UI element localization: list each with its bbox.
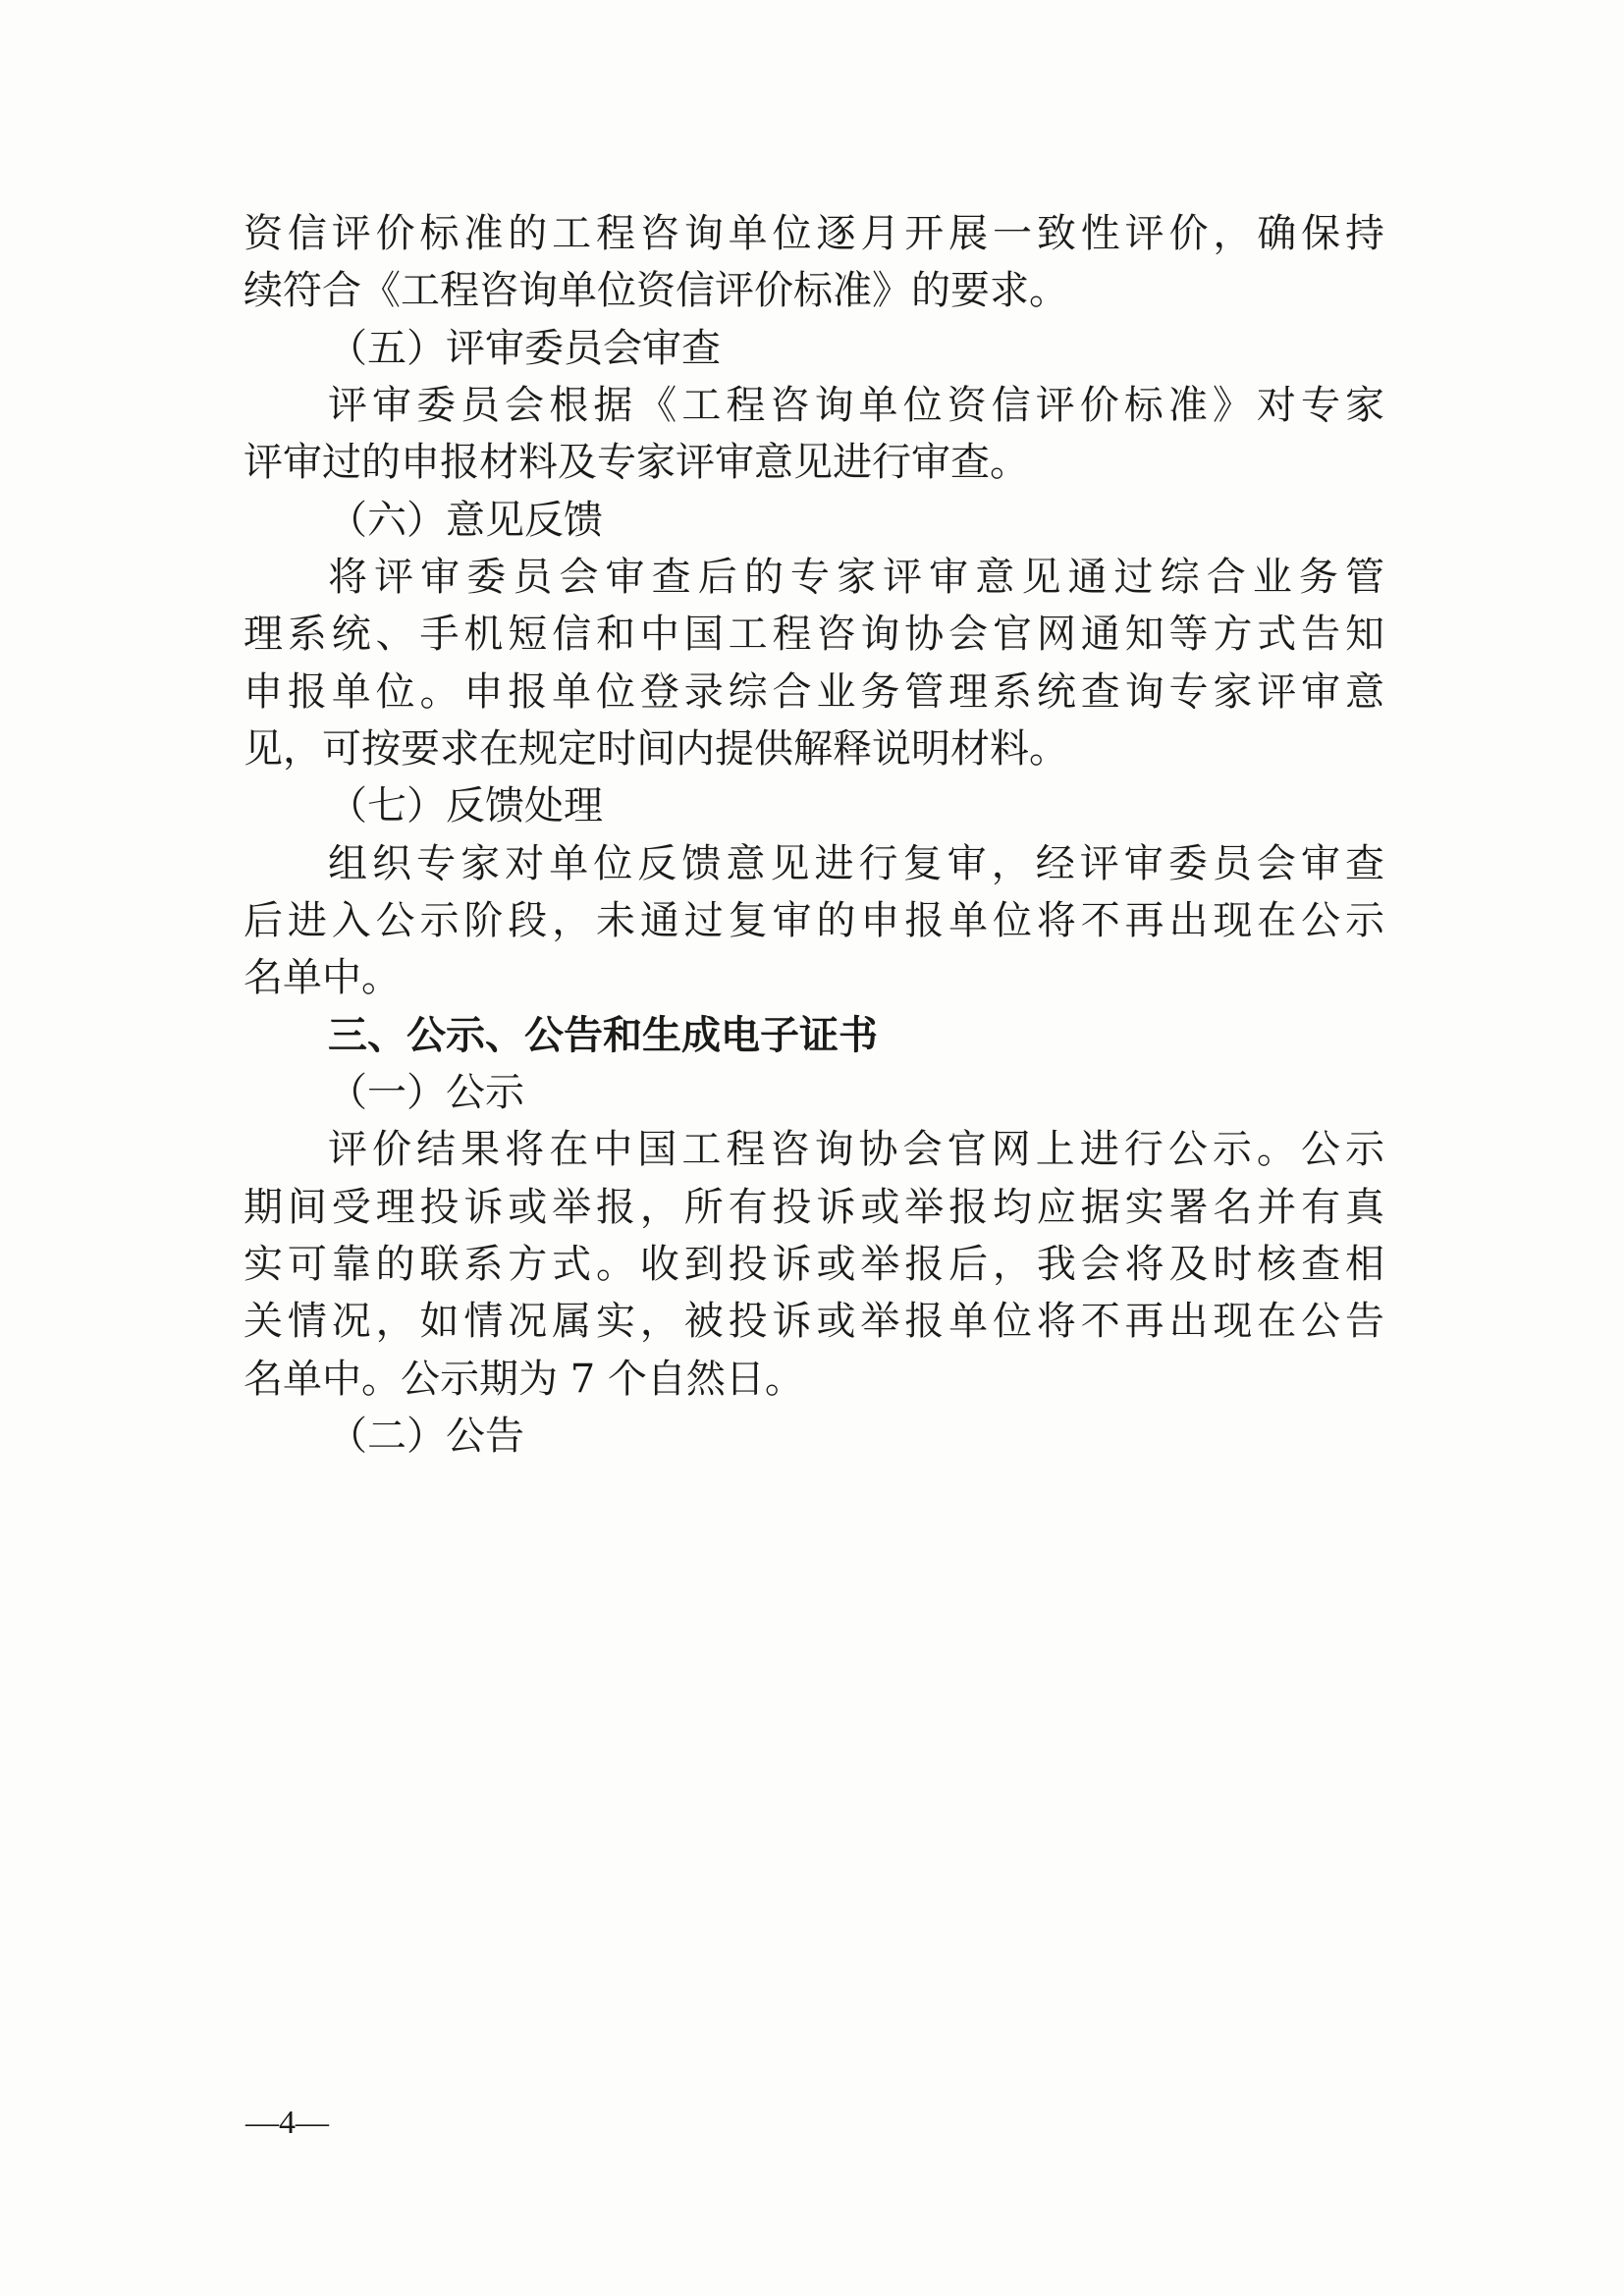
body-line: 将评审委员会审查后的专家评审意见通过综合业务管 bbox=[328, 555, 1384, 600]
body-line: 评审过的申报材料及专家评审意见进行审查。 bbox=[244, 440, 1029, 485]
body-line: 后进入公示阶段，未通过复审的申报单位将不再出现在公示 bbox=[244, 898, 1384, 943]
body-line: 见，可按要求在规定时间内提供解释说明材料。 bbox=[244, 726, 1068, 772]
section-heading: 三、公示、公告和生成电子证书 bbox=[328, 1013, 878, 1058]
subheading: （五）评审委员会审查 bbox=[328, 326, 721, 371]
body-line: 资信评价标准的工程咨询单位逐月开展一致性评价，确保持 bbox=[244, 211, 1384, 256]
subheading: （六）意见反馈 bbox=[328, 498, 603, 543]
body-line: 续符合《工程咨询单位资信评价标准》的要求。 bbox=[244, 268, 1068, 313]
body-line: 申报单位。申报单位登录综合业务管理系统查询专家评审意 bbox=[244, 669, 1384, 715]
page-number: —4— bbox=[245, 2105, 329, 2141]
subheading: （七）反馈处理 bbox=[328, 783, 603, 828]
body-line: 名单中。 bbox=[244, 955, 401, 1000]
body-line: 关情况，如情况属实，被投诉或举报单位将不再出现在公告 bbox=[244, 1299, 1384, 1344]
subheading: （一）公示 bbox=[328, 1070, 524, 1115]
body-line: 评价结果将在中国工程咨询协会官网上进行公示。公示 bbox=[328, 1127, 1384, 1172]
body-line: 名单中。公示期为 7 个自然日。 bbox=[244, 1357, 804, 1402]
body-line: 组织专家对单位反馈意见进行复审，经评审委员会审查 bbox=[328, 841, 1384, 886]
body-line: 实可靠的联系方式。收到投诉或举报后，我会将及时核查相 bbox=[244, 1242, 1384, 1287]
subheading: （二）公告 bbox=[328, 1414, 524, 1459]
body-line: 期间受理投诉或举报，所有投诉或举报均应据实署名并有真 bbox=[244, 1185, 1384, 1230]
body-line: 理系统、手机短信和中国工程咨询协会官网通知等方式告知 bbox=[244, 612, 1384, 657]
body-line: 评审委员会根据《工程咨询单位资信评价标准》对专家 bbox=[328, 383, 1384, 428]
